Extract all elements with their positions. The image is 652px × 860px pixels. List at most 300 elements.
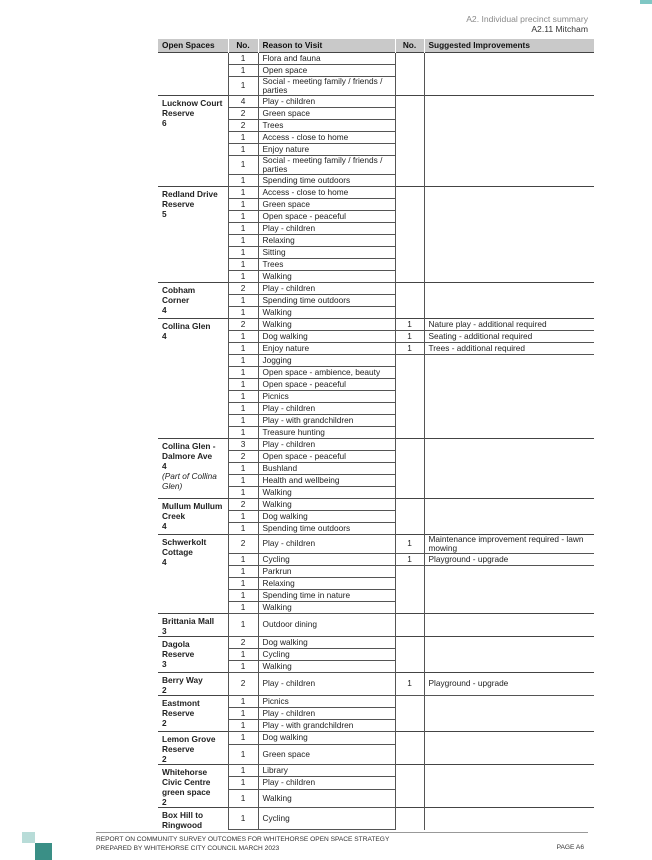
- reason-to-visit: Picnics: [258, 695, 395, 707]
- reason-to-visit: Play - children: [258, 95, 395, 107]
- open-space-name-cell: [158, 318, 228, 438]
- suggested-improvement: Playground - upgrade: [424, 553, 594, 565]
- reason-to-visit: Play - children: [258, 282, 395, 294]
- open-space-name-cell: [158, 695, 228, 731]
- reason-count: 1: [228, 186, 258, 198]
- reason-count: 1: [228, 378, 258, 390]
- suggested-improvement: [424, 414, 594, 426]
- open-space-name-cell: [158, 95, 228, 186]
- improvement-count: [395, 764, 424, 777]
- improvement-count: [395, 695, 424, 707]
- improvement-count: [395, 613, 424, 636]
- suggested-improvement: [424, 119, 594, 131]
- footer-report-title: REPORT ON COMMUNITY SURVEY OUTCOMES FOR WHITEHORSE OPEN SPACE STRATEGY: [96, 836, 390, 843]
- table-row: [158, 807, 594, 830]
- improvement-count: [395, 64, 424, 76]
- reason-to-visit: Access - close to home: [258, 131, 395, 143]
- suggested-improvement: [424, 246, 594, 258]
- improvement-count: [395, 186, 424, 198]
- table-row: [158, 534, 594, 553]
- suggested-improvement: [424, 613, 594, 636]
- suggested-improvement: [424, 438, 594, 450]
- suggested-improvement: [424, 174, 594, 186]
- suggested-improvement: [424, 764, 594, 777]
- reason-count: 2: [228, 107, 258, 119]
- suggested-improvement: [424, 210, 594, 222]
- open-space-response-count: 6: [162, 117, 167, 128]
- open-space-name: Redland Drive Reserve: [162, 188, 218, 209]
- reason-count: 1: [228, 306, 258, 318]
- suggested-improvement: [424, 807, 594, 830]
- open-space-name: Berry Way: [162, 674, 203, 685]
- reason-count: 4: [228, 95, 258, 107]
- reason-count: 1: [228, 474, 258, 486]
- page-number: PAGE A6: [556, 844, 584, 851]
- suggested-improvement: Playground - upgrade: [424, 672, 594, 695]
- open-space-note: (Part of Collina Glen): [162, 470, 217, 491]
- reason-count: 2: [228, 318, 258, 330]
- reason-count: 1: [228, 731, 258, 745]
- suggested-improvement: Maintenance improvement required - lawn mowing: [424, 534, 594, 553]
- reason-to-visit: Parkrun: [258, 565, 395, 577]
- reason-to-visit: Open space - peaceful: [258, 210, 395, 222]
- logo-mark-dark: [35, 843, 52, 860]
- reason-count: 1: [228, 246, 258, 258]
- open-space-name-cell: [158, 282, 228, 318]
- reason-to-visit: Walking: [258, 270, 395, 282]
- open-space-name: Mullum Mullum Creek: [162, 500, 223, 521]
- open-space-name: Whitehorse Civic Centre green space: [162, 766, 211, 797]
- reason-to-visit: Cycling: [258, 648, 395, 660]
- reason-to-visit: Cycling: [258, 807, 395, 830]
- reason-count: 1: [228, 270, 258, 282]
- suggested-improvement: [424, 198, 594, 210]
- reason-to-visit: Enjoy nature: [258, 342, 395, 354]
- improvement-count: [395, 354, 424, 366]
- open-space-name-cell: [158, 52, 228, 95]
- suggested-improvement: [424, 426, 594, 438]
- reason-count: 1: [228, 486, 258, 498]
- open-space-response-count: 4: [162, 304, 167, 315]
- reason-to-visit: Walking: [258, 318, 395, 330]
- suggested-improvement: [424, 648, 594, 660]
- suggested-improvement: [424, 660, 594, 672]
- suggested-improvement: [424, 777, 594, 790]
- open-space-name-cell: [158, 672, 228, 695]
- improvement-count: [395, 789, 424, 807]
- improvement-count: [395, 807, 424, 830]
- reason-count: 1: [228, 745, 258, 764]
- suggested-improvement: [424, 707, 594, 719]
- reason-count: 2: [228, 534, 258, 553]
- improvement-count: [395, 745, 424, 764]
- open-space-name-cell: [158, 731, 228, 764]
- logo-mark-light: [22, 832, 35, 843]
- reason-to-visit: Jogging: [258, 354, 395, 366]
- open-space-response-count: 3: [162, 658, 167, 669]
- reason-count: 2: [228, 636, 258, 648]
- improvement-count: [395, 390, 424, 402]
- reason-count: 1: [228, 198, 258, 210]
- improvement-count: [395, 402, 424, 414]
- reason-count: 3: [228, 438, 258, 450]
- suggested-improvement: [424, 143, 594, 155]
- open-space-response-count: 5: [162, 208, 167, 219]
- footer-prepared-by: PREPARED BY WHITEHORSE CITY COUNCIL MARCH 2023: [96, 845, 280, 852]
- open-space-name-cell: [158, 438, 228, 498]
- suggested-improvement: [424, 601, 594, 613]
- col-open-spaces: Open Spaces: [158, 39, 228, 52]
- open-space-response-count: 4: [162, 330, 167, 341]
- open-space-name: Eastmont Reserve: [162, 697, 200, 718]
- suggested-improvement: Seating - additional required: [424, 330, 594, 342]
- page-header: [466, 14, 588, 34]
- improvement-count: [395, 522, 424, 534]
- suggested-improvement: Nature play - additional required: [424, 318, 594, 330]
- table-row: [158, 695, 594, 707]
- improvement-count: [395, 378, 424, 390]
- reason-count: 1: [228, 719, 258, 731]
- corner-accent: [640, 0, 652, 4]
- improvement-count: [395, 294, 424, 306]
- reason-to-visit: Social - meeting family / friends / parties: [258, 76, 395, 95]
- suggested-improvement: [424, 745, 594, 764]
- open-space-response-count: 2: [162, 796, 167, 807]
- suggested-improvement: [424, 462, 594, 474]
- reason-count: 1: [228, 222, 258, 234]
- improvement-count: [395, 565, 424, 577]
- suggested-improvement: [424, 64, 594, 76]
- improvement-count: [395, 306, 424, 318]
- reason-count: 1: [228, 210, 258, 222]
- open-space-name: Collina Glen: [162, 320, 211, 331]
- improvement-count: [395, 414, 424, 426]
- reason-to-visit: Picnics: [258, 390, 395, 402]
- improvement-count: [395, 210, 424, 222]
- reason-to-visit: Spending time in nature: [258, 589, 395, 601]
- reason-count: 1: [228, 390, 258, 402]
- suggested-improvement: [424, 474, 594, 486]
- reason-to-visit: Trees: [258, 258, 395, 270]
- improvement-count: [395, 589, 424, 601]
- improvement-count: [395, 636, 424, 648]
- reason-to-visit: Open space - ambience, beauty: [258, 366, 395, 378]
- subsection-title: A2.11 Mitcham: [531, 24, 588, 34]
- open-space-name: Collina Glen - Dalmore Ave: [162, 440, 216, 461]
- suggested-improvement: [424, 577, 594, 589]
- improvement-count: [395, 131, 424, 143]
- improvement-count: [395, 107, 424, 119]
- improvement-count: [395, 731, 424, 745]
- suggested-improvement: [424, 719, 594, 731]
- reason-count: 1: [228, 354, 258, 366]
- table-row: [158, 636, 594, 648]
- table-row: [158, 282, 594, 294]
- suggested-improvement: [424, 282, 594, 294]
- reason-count: 1: [228, 777, 258, 790]
- reason-count: 1: [228, 695, 258, 707]
- improvement-count: [395, 119, 424, 131]
- reason-count: 1: [228, 131, 258, 143]
- reason-count: 1: [228, 52, 258, 64]
- improvement-count: [395, 366, 424, 378]
- reason-to-visit: Green space: [258, 198, 395, 210]
- reason-to-visit: Health and wellbeing: [258, 474, 395, 486]
- reason-to-visit: Walking: [258, 789, 395, 807]
- col-reason: Reason to Visit: [258, 39, 395, 52]
- suggested-improvement: [424, 270, 594, 282]
- reason-to-visit: Walking: [258, 498, 395, 510]
- suggested-improvement: [424, 354, 594, 366]
- reason-to-visit: Access - close to home: [258, 186, 395, 198]
- col-improvements: Suggested Improvements: [424, 39, 594, 52]
- reason-to-visit: Walking: [258, 660, 395, 672]
- suggested-improvement: [424, 294, 594, 306]
- reason-to-visit: Social - meeting family / friends / parties: [258, 155, 395, 174]
- table-row: [158, 764, 594, 777]
- reason-count: 1: [228, 258, 258, 270]
- improvement-count: [395, 95, 424, 107]
- reason-count: 1: [228, 402, 258, 414]
- reason-to-visit: Relaxing: [258, 234, 395, 246]
- reason-count: 1: [228, 294, 258, 306]
- table-row: [158, 731, 594, 745]
- improvement-count: [395, 498, 424, 510]
- improvement-count: [395, 258, 424, 270]
- improvement-count: [395, 450, 424, 462]
- reason-count: 1: [228, 76, 258, 95]
- open-space-response-count: 2: [162, 717, 167, 728]
- improvement-count: [395, 426, 424, 438]
- suggested-improvement: [424, 366, 594, 378]
- open-space-name: Box Hill to Ringwood: [162, 809, 204, 830]
- reason-count: 1: [228, 660, 258, 672]
- open-space-name-cell: [158, 498, 228, 534]
- improvement-count: [395, 462, 424, 474]
- reason-count: 1: [228, 589, 258, 601]
- suggested-improvement: Trees - additional required: [424, 342, 594, 354]
- reason-to-visit: Library: [258, 764, 395, 777]
- open-space-name-cell: [158, 534, 228, 613]
- suggested-improvement: [424, 486, 594, 498]
- improvement-count: 1: [395, 534, 424, 553]
- reason-count: 1: [228, 613, 258, 636]
- suggested-improvement: [424, 695, 594, 707]
- open-space-name: Brittania Mall: [162, 615, 215, 626]
- suggested-improvement: [424, 95, 594, 107]
- reason-count: 1: [228, 155, 258, 174]
- improvement-count: [395, 577, 424, 589]
- reason-to-visit: Play - children: [258, 222, 395, 234]
- suggested-improvement: [424, 378, 594, 390]
- table-row: [158, 318, 594, 330]
- improvement-count: [395, 282, 424, 294]
- open-space-response-count: 4: [162, 556, 167, 567]
- reason-count: 1: [228, 462, 258, 474]
- improvement-count: [395, 76, 424, 95]
- suggested-improvement: [424, 731, 594, 745]
- table-row: [158, 186, 594, 198]
- open-space-name-cell: [158, 186, 228, 282]
- improvement-count: [395, 601, 424, 613]
- reason-to-visit: Play - children: [258, 707, 395, 719]
- reason-to-visit: Walking: [258, 486, 395, 498]
- suggested-improvement: [424, 222, 594, 234]
- suggested-improvement: [424, 450, 594, 462]
- open-space-name: Lucknow Court Reserve: [162, 97, 223, 118]
- open-space-name-cell: [158, 764, 228, 807]
- improvement-count: 1: [395, 318, 424, 330]
- open-space-response-count: 2: [162, 753, 167, 764]
- reason-to-visit: Walking: [258, 601, 395, 613]
- open-space-name: Schwerkolt Cottage: [162, 536, 207, 557]
- reason-to-visit: Open space - peaceful: [258, 378, 395, 390]
- reason-to-visit: Treasure hunting: [258, 426, 395, 438]
- suggested-improvement: [424, 589, 594, 601]
- reason-to-visit: Spending time outdoors: [258, 174, 395, 186]
- reason-to-visit: Play - children: [258, 777, 395, 790]
- reason-count: 2: [228, 282, 258, 294]
- improvement-count: [395, 174, 424, 186]
- open-space-name: Dagola Reserve: [162, 638, 195, 659]
- col-no-2: No.: [395, 39, 424, 52]
- table-row: [158, 613, 594, 636]
- reason-count: 1: [228, 553, 258, 565]
- suggested-improvement: [424, 186, 594, 198]
- open-space-response-count: 4: [162, 520, 167, 531]
- reason-to-visit: Enjoy nature: [258, 143, 395, 155]
- reason-count: 1: [228, 764, 258, 777]
- improvement-count: [395, 155, 424, 174]
- reason-count: 1: [228, 234, 258, 246]
- open-space-response-count: 3: [162, 625, 167, 636]
- reason-to-visit: Play - with grandchildren: [258, 414, 395, 426]
- open-space-survey-table: [158, 39, 595, 830]
- reason-count: 2: [228, 498, 258, 510]
- improvement-count: 1: [395, 553, 424, 565]
- reason-count: 1: [228, 807, 258, 830]
- reason-to-visit: Open space - peaceful: [258, 450, 395, 462]
- suggested-improvement: [424, 402, 594, 414]
- reason-to-visit: Spending time outdoors: [258, 294, 395, 306]
- suggested-improvement: [424, 76, 594, 95]
- improvement-count: [395, 474, 424, 486]
- reason-to-visit: Play - with grandchildren: [258, 719, 395, 731]
- improvement-count: [395, 143, 424, 155]
- suggested-improvement: [424, 107, 594, 119]
- improvement-count: [395, 510, 424, 522]
- reason-count: 1: [228, 64, 258, 76]
- improvement-count: [395, 222, 424, 234]
- reason-count: 1: [228, 174, 258, 186]
- reason-count: 1: [228, 143, 258, 155]
- reason-count: 1: [228, 707, 258, 719]
- reason-to-visit: Play - children: [258, 402, 395, 414]
- reason-count: 2: [228, 119, 258, 131]
- reason-to-visit: Play - children: [258, 534, 395, 553]
- reason-to-visit: Green space: [258, 745, 395, 764]
- reason-to-visit: Green space: [258, 107, 395, 119]
- suggested-improvement: [424, 565, 594, 577]
- table-row: [158, 672, 594, 695]
- improvement-count: [395, 719, 424, 731]
- improvement-count: [395, 246, 424, 258]
- reason-count: 1: [228, 789, 258, 807]
- reason-count: 2: [228, 450, 258, 462]
- reason-to-visit: Play - children: [258, 672, 395, 695]
- reason-count: 2: [228, 672, 258, 695]
- suggested-improvement: [424, 390, 594, 402]
- section-title: A2. Individual precinct summary: [466, 14, 588, 24]
- improvement-count: 1: [395, 672, 424, 695]
- suggested-improvement: [424, 131, 594, 143]
- table-header-row: [158, 39, 594, 52]
- reason-to-visit: Relaxing: [258, 577, 395, 589]
- reason-count: 1: [228, 601, 258, 613]
- open-space-name-cell: [158, 636, 228, 672]
- open-space-name-cell: [158, 613, 228, 636]
- col-no: No.: [228, 39, 258, 52]
- reason-count: 1: [228, 565, 258, 577]
- reason-to-visit: Dog walking: [258, 510, 395, 522]
- page-footer: [96, 832, 588, 853]
- reason-to-visit: Dog walking: [258, 330, 395, 342]
- open-space-response-count: 4: [162, 460, 167, 471]
- improvement-count: [395, 52, 424, 64]
- reason-count: 1: [228, 510, 258, 522]
- improvement-count: [395, 777, 424, 790]
- reason-count: 1: [228, 426, 258, 438]
- open-space-response-count: 2: [162, 684, 167, 695]
- improvement-count: [395, 707, 424, 719]
- suggested-improvement: [424, 636, 594, 648]
- reason-to-visit: Spending time outdoors: [258, 522, 395, 534]
- reason-count: 1: [228, 414, 258, 426]
- reason-count: 1: [228, 342, 258, 354]
- improvement-count: [395, 234, 424, 246]
- reason-to-visit: Play - children: [258, 438, 395, 450]
- improvement-count: [395, 438, 424, 450]
- reason-to-visit: Open space: [258, 64, 395, 76]
- table-row: [158, 438, 594, 450]
- improvement-count: [395, 486, 424, 498]
- improvement-count: [395, 270, 424, 282]
- reason-to-visit: Walking: [258, 306, 395, 318]
- reason-to-visit: Trees: [258, 119, 395, 131]
- reason-to-visit: Cycling: [258, 553, 395, 565]
- reason-count: 1: [228, 366, 258, 378]
- open-space-name: Lemon Grove Reserve: [162, 733, 216, 754]
- suggested-improvement: [424, 789, 594, 807]
- reason-count: 1: [228, 522, 258, 534]
- reason-to-visit: Dog walking: [258, 636, 395, 648]
- suggested-improvement: [424, 306, 594, 318]
- reason-to-visit: Dog walking: [258, 731, 395, 745]
- reason-to-visit: Sitting: [258, 246, 395, 258]
- open-space-name-cell: [158, 807, 228, 830]
- reason-count: 1: [228, 648, 258, 660]
- open-space-name: Cobham Corner: [162, 284, 196, 305]
- improvement-count: [395, 198, 424, 210]
- reason-to-visit: Outdoor dining: [258, 613, 395, 636]
- suggested-improvement: [424, 52, 594, 64]
- reason-to-visit: Flora and fauna: [258, 52, 395, 64]
- suggested-improvement: [424, 155, 594, 174]
- reason-to-visit: Bushland: [258, 462, 395, 474]
- suggested-improvement: [424, 510, 594, 522]
- table-row: [158, 52, 594, 64]
- reason-count: 1: [228, 577, 258, 589]
